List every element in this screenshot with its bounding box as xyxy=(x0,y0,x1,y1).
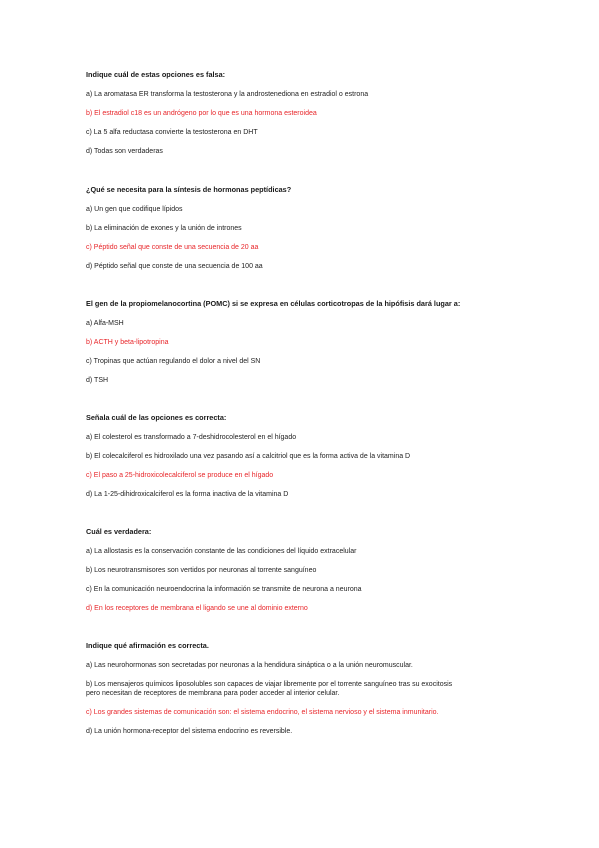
option-d: d) La 1-25-dihidroxicalciferol es la forma inactiva de la vitamina D xyxy=(86,490,289,498)
option-b xyxy=(86,680,526,699)
option-b-line-2: pero necesitan de receptores de membrana para poder acceder al interior celular. xyxy=(86,690,340,697)
question-title: ¿Qué se necesita para la síntesis de hormonas peptídicas? xyxy=(86,185,292,194)
question-title: Señala cuál de las opciones es correcta: xyxy=(86,413,227,422)
question-title: Indique cuál de estas opciones es falsa: xyxy=(86,70,226,79)
option-c-correct: c) Péptido señal que conste de una secuencia de 20 aa xyxy=(86,243,259,251)
question-1 xyxy=(86,70,526,166)
option-d-correct: d) En los receptores de membrana el ligando se une al dominio externo xyxy=(86,604,308,612)
option-a: a) Un gen que codifique lípidos xyxy=(86,205,183,213)
option-b-line-1: b) Los mensajeros químicos liposolubles son capaces de viajar libremente por el torrente sanguíneo tras su exocitosis xyxy=(86,680,453,688)
option-a: a) El colesterol es transformado a 7-deshidrocolesterol en el hígado xyxy=(86,433,297,441)
option-b: b) La eliminación de exones y la unión de intrones xyxy=(86,224,242,232)
option-b: b) Los neurotransmisores son vertidos por neuronas al torrente sanguíneo xyxy=(86,566,317,574)
question-title: Cuál es verdadera: xyxy=(86,527,152,536)
option-b-correct: b) El estradiol c18 es un andrógeno por lo que es una hormona esteroidea xyxy=(86,109,317,117)
option-a: a) Las neurohormonas son secretadas por neuronas a la hendidura sináptica o a la unión neuromuscular. xyxy=(86,661,413,669)
option-c-correct: c) El paso a 25-hidroxicolecalciferol se produce en el hígado xyxy=(86,471,274,479)
option-c-correct: c) Los grandes sistemas de comunicación son: el sistema endocrino, el sistema nervioso y el sistema inmunitario. xyxy=(86,709,439,716)
question-5 xyxy=(86,527,526,623)
question-6 xyxy=(86,641,526,746)
option-c: c) En la comunicación neuroendocrina la información se transmite de neurona a neurona xyxy=(86,585,362,593)
question-title: Indique qué afirmación es correcta. xyxy=(86,641,209,650)
option-b-correct: b) ACTH y beta-lipotropina xyxy=(86,338,169,346)
option-b: b) El colecalciferol es hidroxilado una vez pasando así a calcitriol que es la forma activa de la vitamina D xyxy=(86,452,411,460)
option-d: d) TSH xyxy=(86,376,109,384)
question-title: El gen de la propiomelanocortina (POMC) si se expresa en células corticotropas de la hipófisis dará lugar a: xyxy=(86,299,461,308)
option-a: a) La allostasis es la conservación constante de las condiciones del líquido extracelular xyxy=(86,547,357,555)
option-c: c) La 5 alfa reductasa convierte la testosterona en DHT xyxy=(86,128,258,136)
question-4 xyxy=(86,413,526,509)
option-a: a) La aromatasa ER transforma la testosterona y la androstenediona en estradiol o estrona xyxy=(86,90,369,98)
option-a: a) Alfa-MSH xyxy=(86,319,124,327)
option-d: d) La unión hormona-receptor del sistema endocrino es reversible. xyxy=(86,728,293,735)
question-3 xyxy=(86,299,526,395)
option-c: c) Tropinas que actúan regulando el dolor a nivel del SN xyxy=(86,357,261,365)
option-d: d) Todas son verdaderas xyxy=(86,147,163,155)
question-2 xyxy=(86,185,526,281)
option-d: d) Péptido señal que conste de una secuencia de 100 aa xyxy=(86,262,263,270)
